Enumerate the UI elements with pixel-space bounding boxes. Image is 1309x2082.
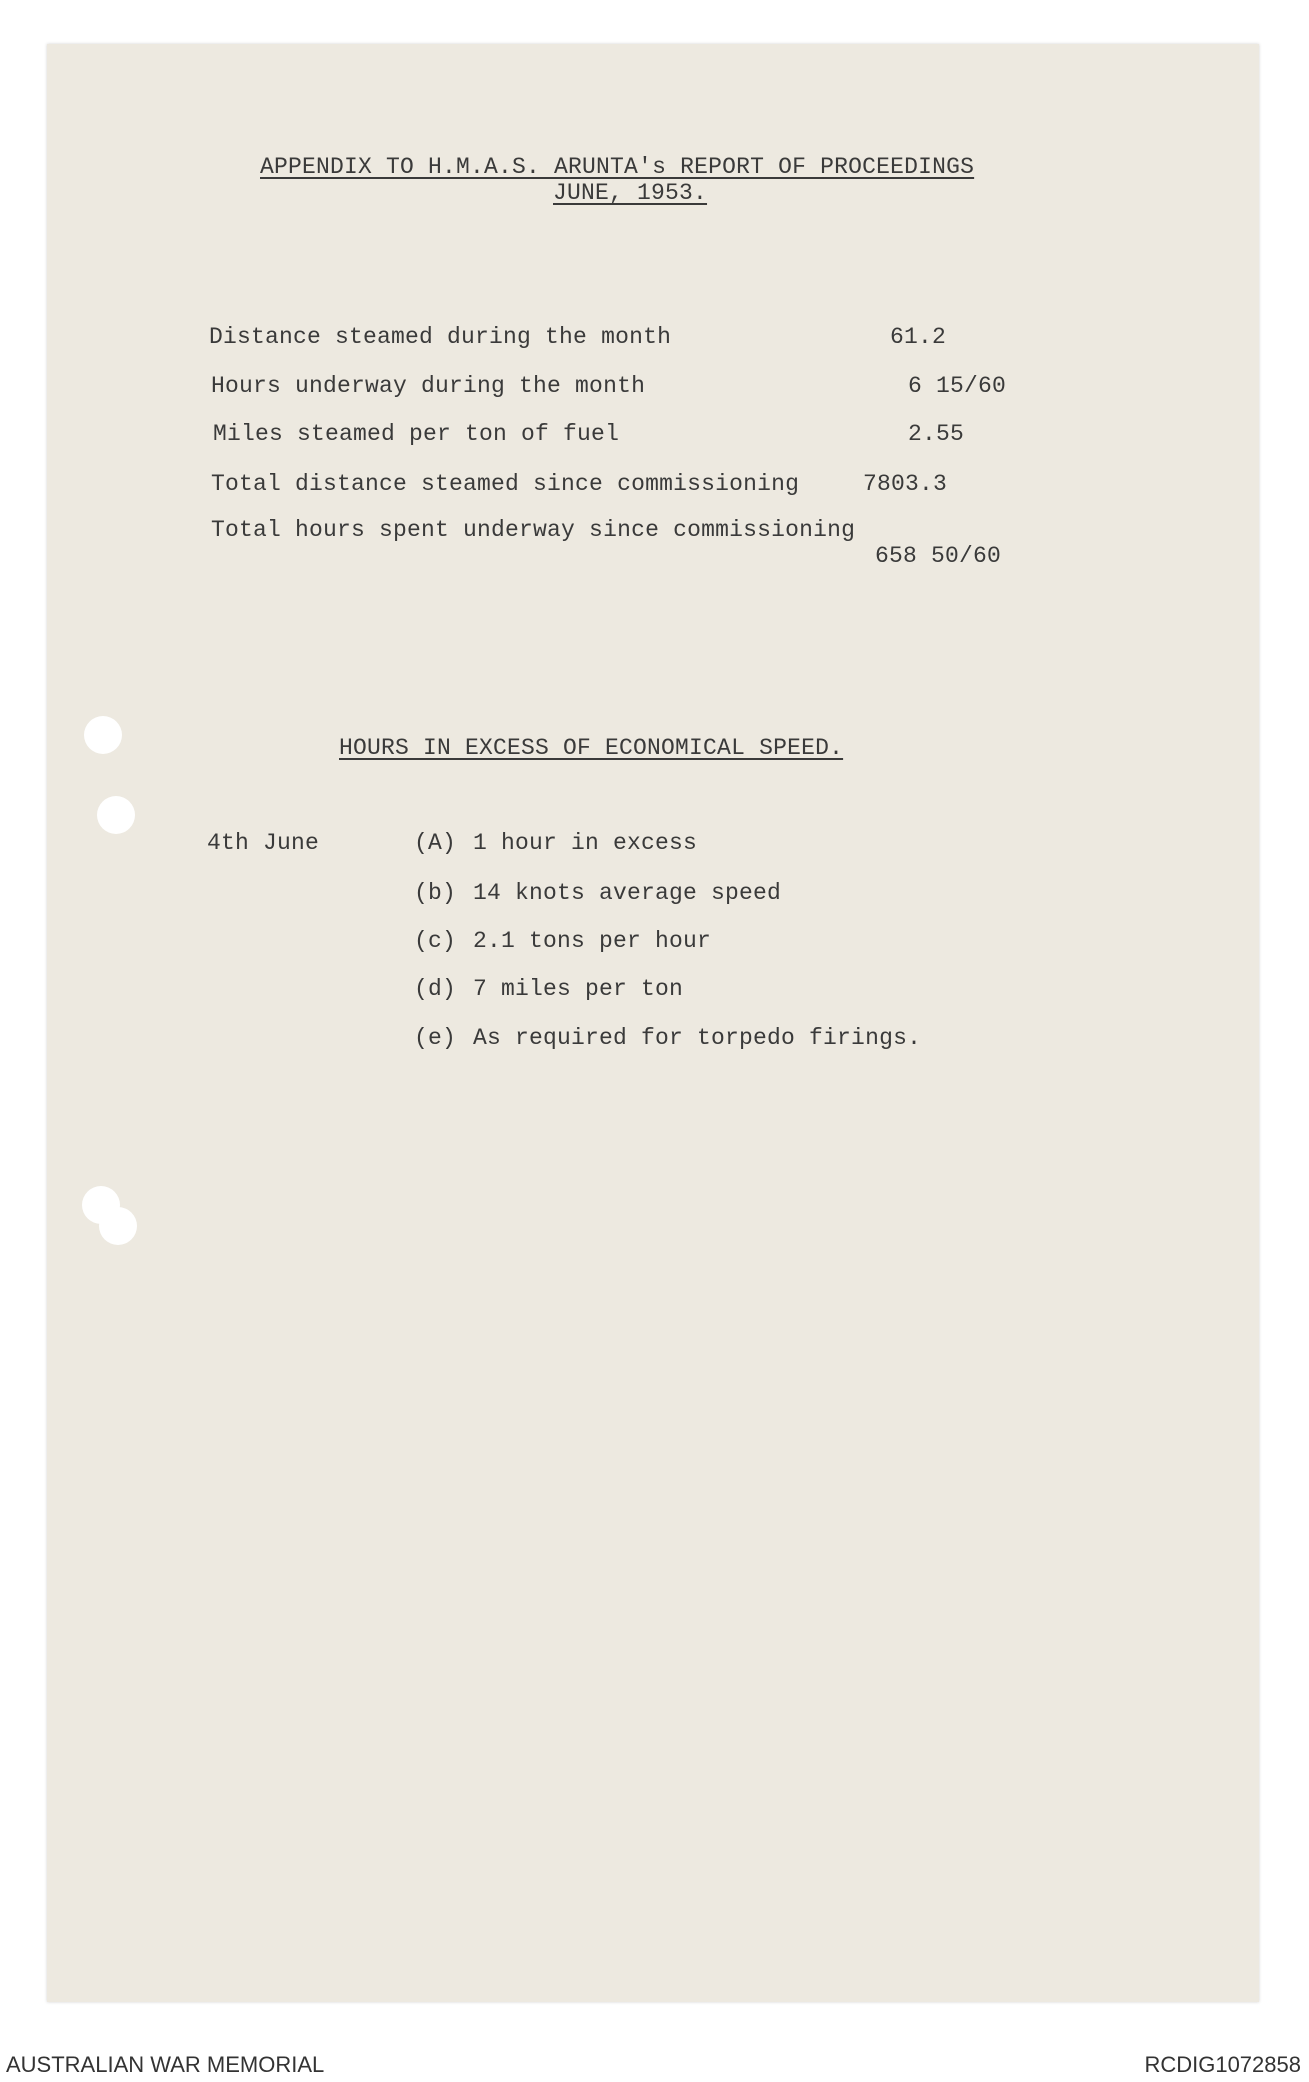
document-subtitle: JUNE, 1953. (553, 180, 708, 206)
item-marker: (e) (414, 1025, 457, 1051)
stat-value: 658 50/60 (875, 543, 1002, 569)
stat-value: 61.2 (890, 324, 947, 350)
stat-value: 6 15/60 (908, 373, 1007, 399)
stat-label: Total hours spent underway since commissioning (211, 517, 856, 543)
item-marker: (A) (414, 830, 457, 856)
stat-label: Miles steamed per ton of fuel (213, 421, 620, 447)
punch-hole (97, 796, 135, 834)
item-text: 14 knots average speed (473, 880, 782, 906)
footer-identifier: RCDIG1072858 (1144, 2052, 1301, 2077)
punch-hole (99, 1207, 137, 1245)
item-marker: (b) (414, 880, 457, 906)
stat-label: Distance steamed during the month (209, 324, 672, 350)
stat-value: 7803.3 (863, 471, 948, 497)
item-marker: (d) (414, 976, 457, 1002)
item-marker: (c) (414, 928, 457, 954)
punch-hole (84, 716, 122, 754)
stat-label: Hours underway during the month (211, 373, 646, 399)
stat-value: 2.55 (908, 421, 965, 447)
item-text: 7 miles per ton (473, 976, 684, 1002)
entry-date: 4th June (207, 830, 320, 856)
document-title: APPENDIX TO H.M.A.S. ARUNTA's REPORT OF PROCEEDINGS (260, 154, 975, 180)
footer-source: AUSTRALIAN WAR MEMORIAL (6, 2052, 325, 2077)
item-text: As required for torpedo firings. (473, 1025, 922, 1051)
stat-label: Total distance steamed since commissioning (211, 471, 800, 497)
item-text: 1 hour in excess (473, 830, 698, 856)
section-heading: HOURS IN EXCESS OF ECONOMICAL SPEED. (339, 735, 844, 761)
item-text: 2.1 tons per hour (473, 928, 712, 954)
